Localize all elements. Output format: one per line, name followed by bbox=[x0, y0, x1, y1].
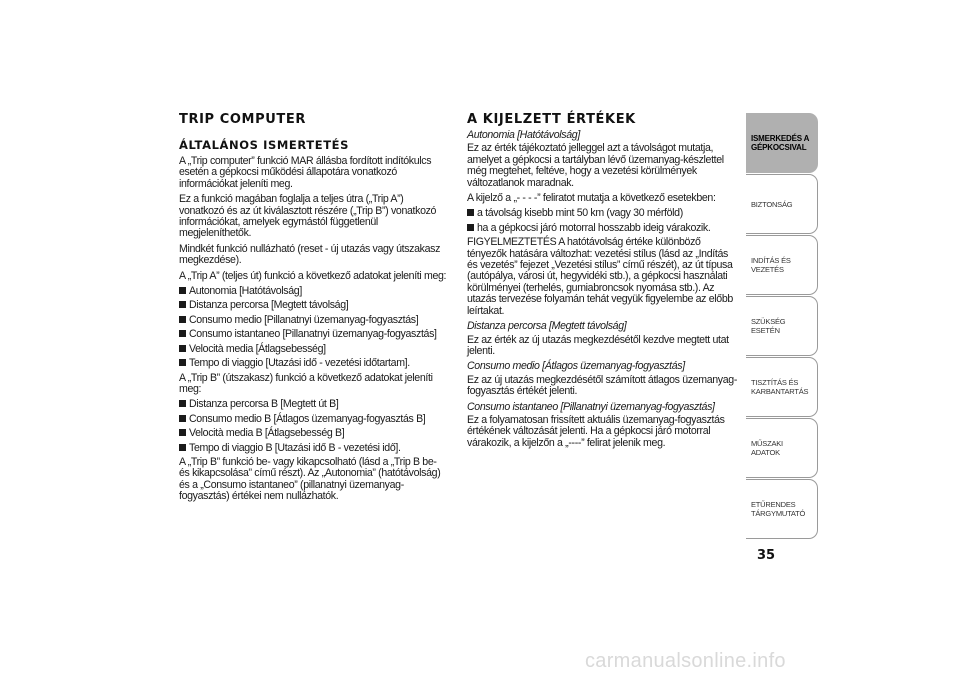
paragraph: A „Trip B” funkció be- vagy kikapcsolható (lásd a „Trip B be- és kikapcsolása” című részt). Az „Autonomia” (hatótávolság) és a „Consumo istantaneo” (pillanatnyi üzemanyag-fogyasztás) értékei nem nullázhatók. bbox=[179, 455, 441, 503]
right-column bbox=[467, 112, 741, 453]
square-bullet-icon bbox=[179, 359, 186, 366]
section-subtitle: ÁLTALÁNOS ISMERTETÉS bbox=[179, 138, 349, 152]
chapter-tabs bbox=[746, 113, 818, 540]
section-title: A KIJELZETT ÉRTÉKEK bbox=[467, 112, 636, 127]
list-range-cases bbox=[467, 208, 741, 234]
page-number: 35 bbox=[757, 548, 776, 563]
list-item: Distanza percorsa [Megtett távolság] bbox=[179, 300, 447, 311]
square-bullet-icon bbox=[179, 415, 186, 422]
paragraph: Ez a funkció magában foglalja a teljes útra („Trip A”) vonatkozó és az út kiválasztott részére („Trip B”) vonatkozó információkat, amelyek egymástól függetlenül megjeleníthetők. bbox=[179, 193, 437, 240]
subsection-title: Autonomia [Hatótávolság] bbox=[467, 129, 580, 141]
left-column bbox=[179, 112, 447, 507]
square-bullet-icon bbox=[179, 429, 186, 436]
tab-tisztitas-es-karbantartas[interactable]: TISZTÍTÁS ÉS KARBANTARTÁS bbox=[746, 357, 818, 417]
list-item: Tempo di viaggio [Utazási idő - vezetési időtartam]. bbox=[179, 358, 447, 369]
paragraph: A „Trip A” (teljes út) funkció a következő adatokat jeleníti meg: bbox=[179, 269, 447, 282]
paragraph: Ez az új utazás megkezdésétől számított átlagos üzemanyag-fogyasztás értékét jelenti. bbox=[467, 373, 737, 398]
list-trip-b bbox=[179, 399, 447, 454]
square-bullet-icon bbox=[179, 301, 186, 308]
square-bullet-icon bbox=[179, 345, 186, 352]
list-item: Consumo medio [Pillanatnyi üzemanyag-fogyasztás] bbox=[179, 315, 447, 326]
paragraph: Ez az érték tájékoztató jelleggel azt a távolságot mutatja, amelyet a gépkocsi a tartályban lévő üzemanyag-készlettel még megtehet, feltéve, hogy a vezetési körülmények változatlanok maradnak. bbox=[467, 142, 724, 189]
paragraph: Ez a folyamatosan frissített aktuális üzemanyag-fogyasztás értékének változását jelenti. Ha a gépkocsi járó motorral várakozik, a kijelzőn a „----” felirat jelenik meg. bbox=[467, 413, 725, 449]
subsection-title: Consumo istantaneo [Pillanatnyi üzemanyag-fogyasztás] bbox=[467, 400, 715, 413]
paragraph: A „Trip computer” funkció MAR állásba fordított indítókulcs esetén a gépkocsi működési állapotára vonatkozó információkat jeleníti meg. bbox=[179, 155, 432, 190]
paragraph: A kijelző a „- - - -” feliratot mutatja a következő esetekben: bbox=[467, 192, 716, 205]
section-title: TRIP COMPUTER bbox=[179, 112, 306, 127]
list-item: a távolság kisebb mint 50 km (vagy 30 mérföld) bbox=[467, 208, 741, 219]
paragraph: Mindkét funkció nullázható (reset - új utazás vagy útszakasz megkezdése). bbox=[179, 242, 441, 267]
square-bullet-icon bbox=[179, 330, 186, 337]
tab-inditas-es-vezetes[interactable]: INDÍTÁS ÉS VEZETÉS bbox=[746, 235, 818, 295]
watermark: carmanualsonline.info bbox=[585, 650, 786, 672]
subsection-title: Distanza percorsa [Megtett távolság] bbox=[467, 320, 627, 333]
list-item: Consumo istantaneo [Pillanatnyi üzemanyag-fogyasztás] bbox=[179, 329, 447, 340]
paragraph: A „Trip B” (útszakasz) funkció a következő adatokat jeleníti meg: bbox=[179, 371, 433, 395]
list-item: Distanza percorsa B [Megtett út B] bbox=[179, 399, 447, 410]
square-bullet-icon bbox=[467, 209, 474, 216]
square-bullet-icon bbox=[179, 316, 186, 323]
list-trip-a bbox=[179, 286, 447, 369]
square-bullet-icon bbox=[179, 444, 186, 451]
square-bullet-icon bbox=[179, 287, 186, 294]
list-item: Velocità media B [Átlagsebesség B] bbox=[179, 428, 447, 439]
list-item: Autonomia [Hatótávolság] bbox=[179, 286, 447, 297]
square-bullet-icon bbox=[467, 224, 474, 231]
tab-ismerkedes[interactable]: ISMERKEDÉS A GÉPKOCSIVAL bbox=[746, 113, 818, 173]
tab-biztonsag[interactable]: BIZTONSÁG bbox=[746, 174, 818, 234]
tab-targymutato[interactable]: ETŰRENDES TÁRGYMUTATÓ bbox=[746, 479, 818, 539]
list-item: Consumo medio B [Átlagos üzemanyag-fogyasztás B] bbox=[179, 414, 447, 425]
list-item: Velocità media [Átlagsebesség] bbox=[179, 344, 447, 355]
tab-szukseg-eseten[interactable]: SZÜKSÉG ESETÉN bbox=[746, 296, 818, 356]
list-item: ha a gépkocsi járó motorral hosszabb ideig várakozik. bbox=[467, 223, 741, 234]
paragraph: Ez az érték az új utazás megkezdésétől kezdve megtett utat jelenti. bbox=[467, 333, 729, 357]
tab-muszaki-adatok[interactable]: MŰSZAKI ADATOK bbox=[746, 418, 818, 478]
warning-paragraph: FIGYELMEZTETÉS A hatótávolság értéke különböző tényezők hatására változhat: vezetési stílus (lásd az „Indítás és vezetés” fejezet „Vezetési stílus” című részét), az út típusa (autópálya, városi út, hegyvidéki stb.), a gépkocsi használati körülményei (terhelés, gumiabroncsok nyomása stb.). Az utazás tervezése folyamán tehát vegyük figyelembe az előbb leírtakat. bbox=[467, 236, 733, 317]
list-item: Tempo di viaggio B [Utazási idő B - vezetési idő]. bbox=[179, 443, 447, 454]
subsection-title: Consumo medio [Átlagos üzemanyag-fogyasztás] bbox=[467, 360, 685, 373]
square-bullet-icon bbox=[179, 400, 186, 407]
